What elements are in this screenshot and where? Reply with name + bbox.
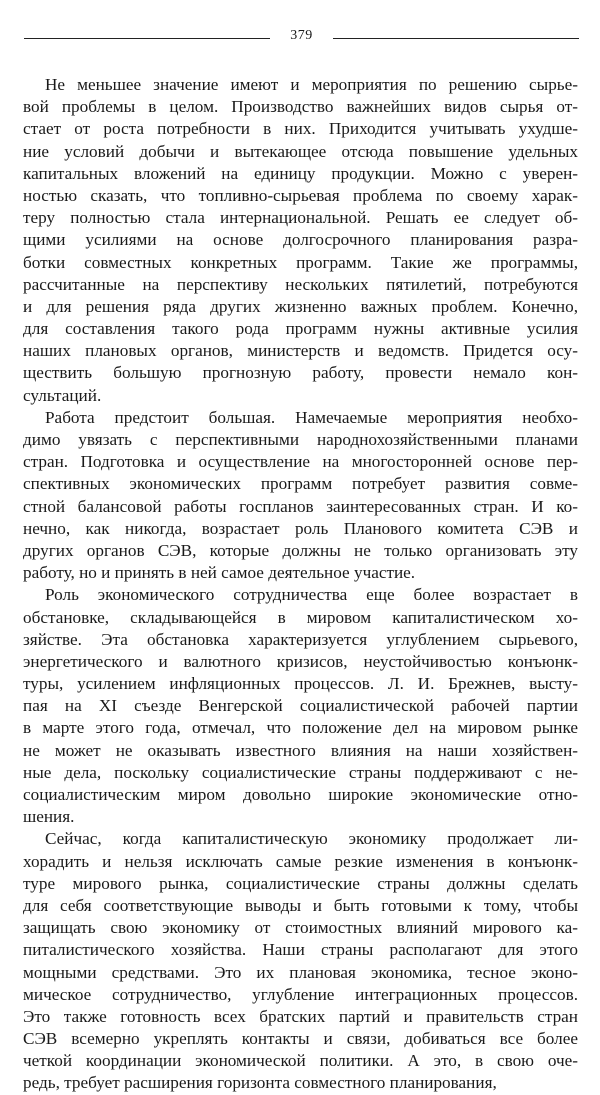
page-number: 379: [290, 28, 313, 43]
text-line: зяйстве. Эта обстановка характеризуется углублением сырьевого,: [23, 629, 578, 649]
paragraph: [23, 828, 578, 1094]
paragraph: [23, 74, 578, 407]
text-line: социалистическим миром довольно широкие экономические отно-: [23, 785, 578, 804]
text-line: Работа предстоит большая. Намечаемые мероприятия необхо-: [45, 407, 578, 427]
header-rule-left: [24, 38, 270, 39]
text-line: обстановке, складывающейся в мировом капиталистическом хо-: [23, 607, 578, 627]
text-line: стран. Подготовка и осуществление на многосторонней основе пер-: [23, 452, 578, 472]
text-line: ные дела, поскольку социалистические страны поддерживают с не-: [23, 762, 578, 782]
text-line: для составления такого рода программ нужны активные усилия: [23, 319, 578, 339]
text-line: Сейчас, когда капиталистическую экономику продолжает ли-: [45, 829, 578, 849]
text-line: туры, усилением инфляционных процессов. Л. И. Брежнев, высту-: [23, 674, 578, 694]
text-line: Не меньшее значение имеют и мероприятия по решению сырье-: [45, 75, 578, 94]
paragraph: [23, 584, 578, 828]
text-line: редь, требует расширения горизонта совместного планирования,: [23, 1073, 497, 1093]
header-rule-right: [333, 38, 579, 39]
paragraph: [23, 407, 578, 585]
body-text: [23, 74, 578, 1095]
text-line: димо увязать с перспективными народнохозяйственными планами: [23, 430, 578, 449]
text-line: спективных экономических программ потребует развития совме-: [23, 474, 578, 494]
text-line: питалистического хозяйства. Наши страны располагают для этого: [23, 940, 578, 960]
text-line: пая на XI съезде Венгерской социалистической рабочей партии: [23, 696, 578, 716]
text-line: защищать свою экономику от стоимостных влияний мирового ка-: [23, 918, 578, 938]
text-line: капитальных вложений на единицу продукции. Можно с уверен-: [23, 163, 578, 183]
text-line: мическое сотрудничество, углубление интеграционных процессов.: [23, 984, 578, 1004]
text-line: не может не оказывать известного влияния на наши хозяйствен-: [23, 740, 578, 760]
text-line: теру полностью стала интернациональной. Решать ее следует об-: [23, 208, 578, 228]
text-line: вой проблемы в целом. Производство важнейших видов сырья от-: [23, 97, 578, 117]
text-line: шения.: [23, 807, 75, 827]
text-line: четкой координации экономической политики. А это, в свою оче-: [23, 1051, 578, 1071]
text-line: энергетического и валютного кризисов, неустойчивостью конъюнк-: [23, 651, 578, 671]
text-line: наших плановых органов, министерств и ведомств. Придется осу-: [23, 341, 578, 361]
text-line: хорадить и нельзя исключать самые резкие изменения в конъюнк-: [23, 851, 578, 871]
text-line: щими усилиями на основе долгосрочного планирования разра-: [23, 230, 578, 250]
text-line: туре мирового рынка, социалистические страны должны сделать: [23, 873, 578, 893]
page-header: [24, 26, 579, 46]
text-line: ботки совместных конкретных программ. Такие же программы,: [23, 252, 578, 272]
text-line: ществить большую прогнозную работу, провести немало кон-: [23, 363, 578, 383]
text-line: ностью сказать, что топливно-сырьевая проблема по своему харак-: [23, 185, 578, 205]
text-line: сультаций.: [23, 385, 102, 405]
text-line: СЭВ всемерно укреплять контакты и связи, добиваться все более: [23, 1029, 578, 1049]
text-line: Роль экономического сотрудничества еще более возрастает в: [45, 585, 578, 605]
text-line: работу, но и принять в ней самое деятельное участие.: [23, 563, 416, 583]
text-line: рассчитанные на перспективу нескольких пятилетий, потребуются: [23, 274, 578, 294]
text-line: нечно, как никогда, возрастает роль Планового комитета СЭВ и: [23, 518, 578, 538]
text-line: для себя соответствующие выводы и быть готовыми к тому, чтобы: [23, 895, 578, 915]
text-line: других органов СЭВ, которые должны не только организовать эту: [23, 540, 578, 560]
text-line: стает от роста потребности в них. Приходится учитывать ухудше-: [23, 119, 578, 139]
text-line: мощными средствами. Это их плановая экономика, тесное эконо-: [23, 962, 578, 982]
text-line: ние условий добычи и вытекающее отсюда повышение удельных: [23, 141, 578, 161]
text-line: в марте этого года, отмечал, что положение дел на мировом рынке: [23, 718, 578, 738]
text-line: стной балансовой работы госпланов заинтересованных стран. И ко-: [23, 496, 578, 516]
text-line: и для решения ряда других жизненно важных проблем. Конечно,: [23, 296, 578, 316]
text-line: Это также готовность всех братских партий и правительств стран: [23, 1006, 578, 1026]
